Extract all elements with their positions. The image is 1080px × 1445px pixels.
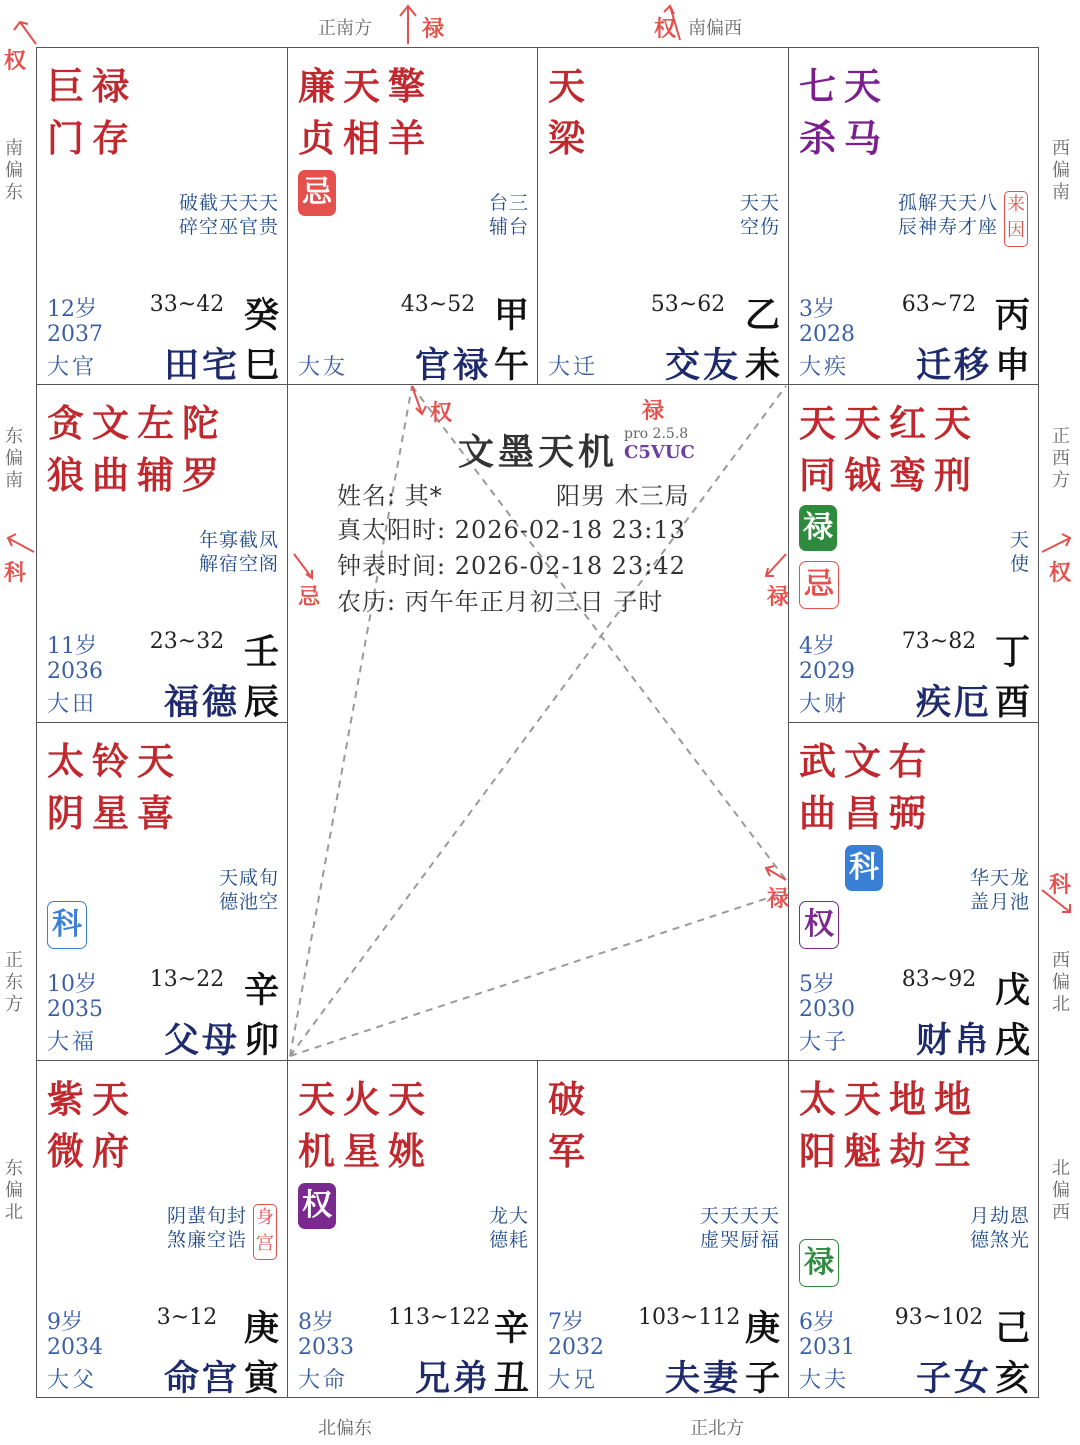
- palace-yin[interactable]: [36, 1060, 288, 1398]
- minor-row-2: 德煞光: [969, 1229, 1030, 1251]
- palace-name: 田宅: [163, 345, 240, 385]
- age-label: 9岁: [47, 1310, 83, 1335]
- heavenly-stem: 辛: [243, 970, 279, 1011]
- year-label: 2034: [47, 1335, 103, 1360]
- stars-row-2: 杀马: [799, 116, 889, 160]
- age-label: 4岁: [799, 634, 835, 659]
- outer-lu-mark: 禄: [422, 16, 445, 42]
- minor-row-2: 使: [1009, 553, 1030, 575]
- earthly-branch: 午: [493, 345, 529, 385]
- direction-right-bottom: 北偏西: [1052, 1158, 1070, 1223]
- earthly-branch: 酉: [994, 682, 1030, 723]
- minor-row-2: 碎空巫官贵: [178, 216, 279, 238]
- true-solar-time: 真太阳时: 2026-02-18 23:13: [337, 516, 686, 544]
- direction-top-right: 南偏西: [688, 18, 742, 39]
- year-label: 2035: [47, 997, 103, 1022]
- main-stars: [298, 1073, 433, 1177]
- direction-left-upper: 东偏南: [5, 426, 23, 491]
- main-stars: [47, 60, 137, 164]
- main-stars: [799, 1073, 979, 1177]
- minor-stars: [898, 191, 998, 239]
- hua-ke-tag: 科: [845, 845, 883, 891]
- arrow-left-ke: [8, 534, 34, 552]
- minor-row-1: 华天龙: [969, 867, 1030, 889]
- daxian-label: 大子: [799, 1030, 850, 1055]
- daxian-label: 大父: [47, 1368, 98, 1393]
- stars-row-1: 巨禄: [47, 64, 137, 108]
- age-range: 103~112: [638, 1305, 741, 1330]
- year-label: 2037: [47, 322, 103, 347]
- main-stars: [47, 735, 182, 839]
- hua-lu-tag: 禄: [799, 505, 837, 551]
- direction-right-upper: 正西方: [1052, 426, 1070, 491]
- minor-row-2: 煞廉空诰: [166, 1229, 247, 1251]
- age-range: 3~12: [156, 1305, 218, 1330]
- stars-row-1: 太铃天: [47, 739, 182, 783]
- minor-row-2: 盖月池: [969, 891, 1030, 913]
- age-range: 53~62: [650, 292, 726, 317]
- direction-right-top: 西偏南: [1052, 138, 1070, 203]
- heavenly-stem: 辛: [493, 1308, 529, 1349]
- minor-row-1: 天咸旬: [218, 867, 279, 889]
- direction-left-bottom: 东偏北: [5, 1158, 23, 1223]
- stars-row-2: 微府: [47, 1129, 137, 1173]
- daxian-label: 大财: [799, 692, 850, 717]
- minor-row-1: 天: [1009, 529, 1030, 551]
- palace-name: 福德: [163, 682, 240, 723]
- hua-lu-tag: 禄: [799, 1239, 839, 1287]
- arrow-right-quan: [1042, 534, 1070, 552]
- earthly-branch: 亥: [994, 1358, 1030, 1398]
- heavenly-stem: 丁: [994, 632, 1030, 673]
- heavenly-stem: 乙: [744, 295, 780, 336]
- direction-left-top: 南偏东: [5, 138, 23, 203]
- minor-stars: [700, 1204, 780, 1252]
- minor-row-2: 德耗: [488, 1229, 529, 1251]
- palace-name: 父母: [163, 1020, 240, 1061]
- palace-name: 夫妻: [664, 1358, 741, 1398]
- age-range: 93~102: [894, 1305, 984, 1330]
- palace-hai[interactable]: [788, 1060, 1039, 1398]
- outer-quan-mark: 权: [654, 16, 677, 42]
- stars-row-1: 七天: [799, 64, 889, 108]
- minor-stars: [489, 191, 529, 239]
- outer-left-ke-mark: 科: [4, 560, 27, 586]
- heavenly-stem: 丙: [994, 295, 1030, 336]
- stars-row-2: 阴星喜: [47, 791, 182, 835]
- main-stars: [799, 60, 889, 164]
- age-range: 43~52: [400, 292, 476, 317]
- stars-row-2: 机星姚: [298, 1129, 433, 1173]
- minor-stars: [179, 191, 279, 239]
- minor-row-1: 龙大: [488, 1205, 529, 1227]
- earthly-branch: 寅: [243, 1358, 279, 1398]
- center-lu-mark: 禄: [642, 398, 665, 424]
- minor-stars: [740, 191, 780, 239]
- palace-name: 兄弟: [414, 1358, 491, 1398]
- outer-left-quan-mark: 权: [4, 48, 27, 74]
- chart-code: C5VUC: [624, 442, 695, 463]
- palace-wei[interactable]: [537, 47, 789, 385]
- year-label: 2033: [298, 1335, 354, 1360]
- age-range: 13~22: [149, 967, 225, 992]
- minor-row-2: 解宿空阁: [198, 553, 279, 575]
- daxian-label: 大友: [298, 355, 349, 380]
- age-range: 63~72: [901, 292, 977, 317]
- direction-top-left: 正南方: [318, 18, 372, 39]
- daxian-label: 大兄: [548, 1368, 599, 1393]
- minor-row-1: 月劫恩: [969, 1205, 1030, 1227]
- minor-row-1: 阴蜚旬封: [166, 1205, 247, 1227]
- minor-row-1: 破截天天天: [178, 192, 279, 214]
- age-label: 10岁: [47, 972, 97, 997]
- lunar-date: 农历: 丙午年正月初三日 子时: [337, 588, 664, 616]
- outer-right-ke-mark: 科: [1049, 872, 1072, 898]
- age-label: 8岁: [298, 1310, 334, 1335]
- minor-stars: [489, 1204, 529, 1252]
- stars-row-1: 太天地地: [799, 1077, 979, 1121]
- minor-stars: [970, 866, 1030, 914]
- app-version: pro 2.5.8: [624, 426, 689, 442]
- age-label: 6岁: [799, 1310, 835, 1335]
- palace-name: 交友: [664, 345, 741, 385]
- palace-chen[interactable]: [36, 384, 288, 723]
- hua-quan-tag: 权: [799, 901, 839, 949]
- palace-name: 官禄: [414, 345, 491, 385]
- palace-you[interactable]: [788, 384, 1039, 723]
- palace-name: 子女: [915, 1358, 992, 1398]
- main-stars: [548, 60, 593, 164]
- age-range: 113~122: [388, 1305, 491, 1330]
- heavenly-stem: 甲: [493, 295, 529, 336]
- person-name: 姓名: 其*: [337, 482, 443, 510]
- main-stars: [298, 60, 433, 164]
- palace-name: 迁移: [915, 345, 992, 385]
- center-ji-mark: 忌: [298, 584, 321, 610]
- minor-row-1: 天天: [739, 192, 780, 214]
- year-label: 2031: [799, 1335, 855, 1360]
- stars-row-1: 天: [548, 64, 593, 108]
- main-stars: [47, 1073, 137, 1177]
- stars-row-2: 阳魁劫空: [799, 1129, 979, 1173]
- heavenly-stem: 庚: [744, 1308, 780, 1349]
- stars-row-2: 军: [548, 1129, 593, 1173]
- palace-name: 疾厄: [915, 682, 992, 723]
- age-label: 11岁: [47, 634, 97, 659]
- center-lu-right-mark: 禄: [767, 584, 790, 610]
- stars-row-2: 同钺鸾刑: [799, 453, 979, 497]
- palace-chou[interactable]: [287, 1060, 538, 1398]
- year-label: 2028: [799, 322, 855, 347]
- stars-row-1: 廉天擎: [298, 64, 433, 108]
- center-lu-xu-mark: 禄: [767, 886, 790, 912]
- arrow-left-quan: [14, 22, 36, 44]
- gender-ju: 阳男 木三局: [556, 482, 690, 510]
- palace-shen[interactable]: [788, 47, 1039, 385]
- minor-row-1: 年寡截凤: [198, 529, 279, 551]
- main-stars: [548, 1073, 593, 1177]
- earthly-branch: 辰: [243, 682, 279, 723]
- age-range: 73~82: [901, 629, 977, 654]
- stars-row-2: 贞相羊: [298, 116, 433, 160]
- outer-right-quan-mark: 权: [1049, 560, 1072, 586]
- palace-xu[interactable]: [788, 722, 1039, 1061]
- minor-stars: [219, 866, 279, 914]
- stars-row-2: 门存: [47, 116, 137, 160]
- minor-row-2: 空伤: [739, 216, 780, 238]
- age-range: 23~32: [149, 629, 225, 654]
- stars-row-1: 天火天: [298, 1077, 433, 1121]
- clock-time: 钟表时间: 2026-02-18 23:42: [337, 552, 686, 580]
- palace-name: 命宫: [163, 1358, 240, 1398]
- minor-row-2: 虚哭厨福: [699, 1229, 780, 1251]
- earthly-branch: 巳: [243, 345, 279, 385]
- center-quan-mark: 权: [430, 400, 453, 426]
- minor-stars: [167, 1204, 247, 1252]
- minor-row-1: 孤解天天八: [897, 192, 998, 214]
- heavenly-stem: 癸: [243, 295, 279, 336]
- palace-zi[interactable]: [537, 1060, 789, 1398]
- stars-row-1: 紫天: [47, 1077, 137, 1121]
- hua-quan-tag: 权: [298, 1183, 336, 1229]
- minor-row-2: 辅台: [488, 216, 529, 238]
- shengong-badge: 身宫: [253, 1204, 277, 1260]
- age-label: 7岁: [548, 1310, 584, 1335]
- hua-ke-tag: 科: [47, 901, 87, 949]
- palace-si[interactable]: [36, 47, 288, 385]
- earthly-branch: 未: [744, 345, 780, 385]
- direction-left-lower: 正东方: [5, 950, 23, 1015]
- daxian-label: 大官: [47, 355, 98, 380]
- heavenly-stem: 壬: [243, 632, 279, 673]
- age-range: 33~42: [149, 292, 225, 317]
- minor-row-2: 德池空: [218, 891, 279, 913]
- year-label: 2036: [47, 659, 103, 684]
- daxian-label: 大福: [47, 1030, 98, 1055]
- palace-wu[interactable]: [287, 47, 538, 385]
- app-brand: 文墨天机: [458, 431, 619, 473]
- minor-row-1: 台三: [488, 192, 529, 214]
- earthly-branch: 戌: [994, 1020, 1030, 1061]
- heavenly-stem: 庚: [243, 1308, 279, 1349]
- direction-bottom-right: 正北方: [690, 1418, 744, 1439]
- daxian-label: 大田: [47, 692, 98, 717]
- laiyin-badge: 来因: [1004, 191, 1028, 247]
- year-label: 2032: [548, 1335, 604, 1360]
- hua-ji-tag: 忌: [298, 170, 336, 216]
- arrow-top-lu: [400, 6, 416, 44]
- stars-row-1: 破: [548, 1077, 593, 1121]
- earthly-branch: 申: [994, 345, 1030, 385]
- main-stars: [799, 397, 979, 501]
- hua-ji-tag: 忌: [799, 561, 839, 609]
- stars-row-2: 狼曲辅罗: [47, 453, 227, 497]
- palace-name: 财帛: [915, 1020, 992, 1061]
- minor-row-1: 天天天天: [699, 1205, 780, 1227]
- minor-stars: [199, 528, 279, 576]
- heavenly-stem: 己: [994, 1308, 1030, 1349]
- stars-row-2: 梁: [548, 116, 593, 160]
- year-label: 2029: [799, 659, 855, 684]
- main-stars: [47, 397, 227, 501]
- daxian-label: 大迁: [548, 355, 599, 380]
- age-label: 5岁: [799, 972, 835, 997]
- stars-row-2: 曲昌弼: [799, 791, 934, 835]
- direction-bottom-left: 北偏东: [318, 1418, 372, 1439]
- minor-row-2: 辰神寿才座: [897, 216, 998, 238]
- stars-row-1: 天天红天: [799, 401, 979, 445]
- earthly-branch: 卯: [243, 1020, 279, 1061]
- daxian-label: 大疾: [799, 355, 850, 380]
- main-stars: [799, 735, 934, 839]
- direction-right-lower: 西偏北: [1052, 950, 1070, 1015]
- age-range: 83~92: [901, 967, 977, 992]
- earthly-branch: 丑: [493, 1358, 529, 1398]
- age-label: 12岁: [47, 297, 97, 322]
- heavenly-stem: 戊: [994, 970, 1030, 1011]
- stars-row-1: 武文右: [799, 739, 934, 783]
- minor-stars: [970, 1204, 1030, 1252]
- age-label: 3岁: [799, 297, 835, 322]
- stars-row-1: 贪文左陀: [47, 401, 227, 445]
- year-label: 2030: [799, 997, 855, 1022]
- earthly-branch: 子: [744, 1358, 780, 1398]
- palace-mao[interactable]: [36, 722, 288, 1061]
- daxian-label: 大命: [298, 1368, 349, 1393]
- minor-stars: [1010, 528, 1030, 576]
- daxian-label: 大夫: [799, 1368, 850, 1393]
